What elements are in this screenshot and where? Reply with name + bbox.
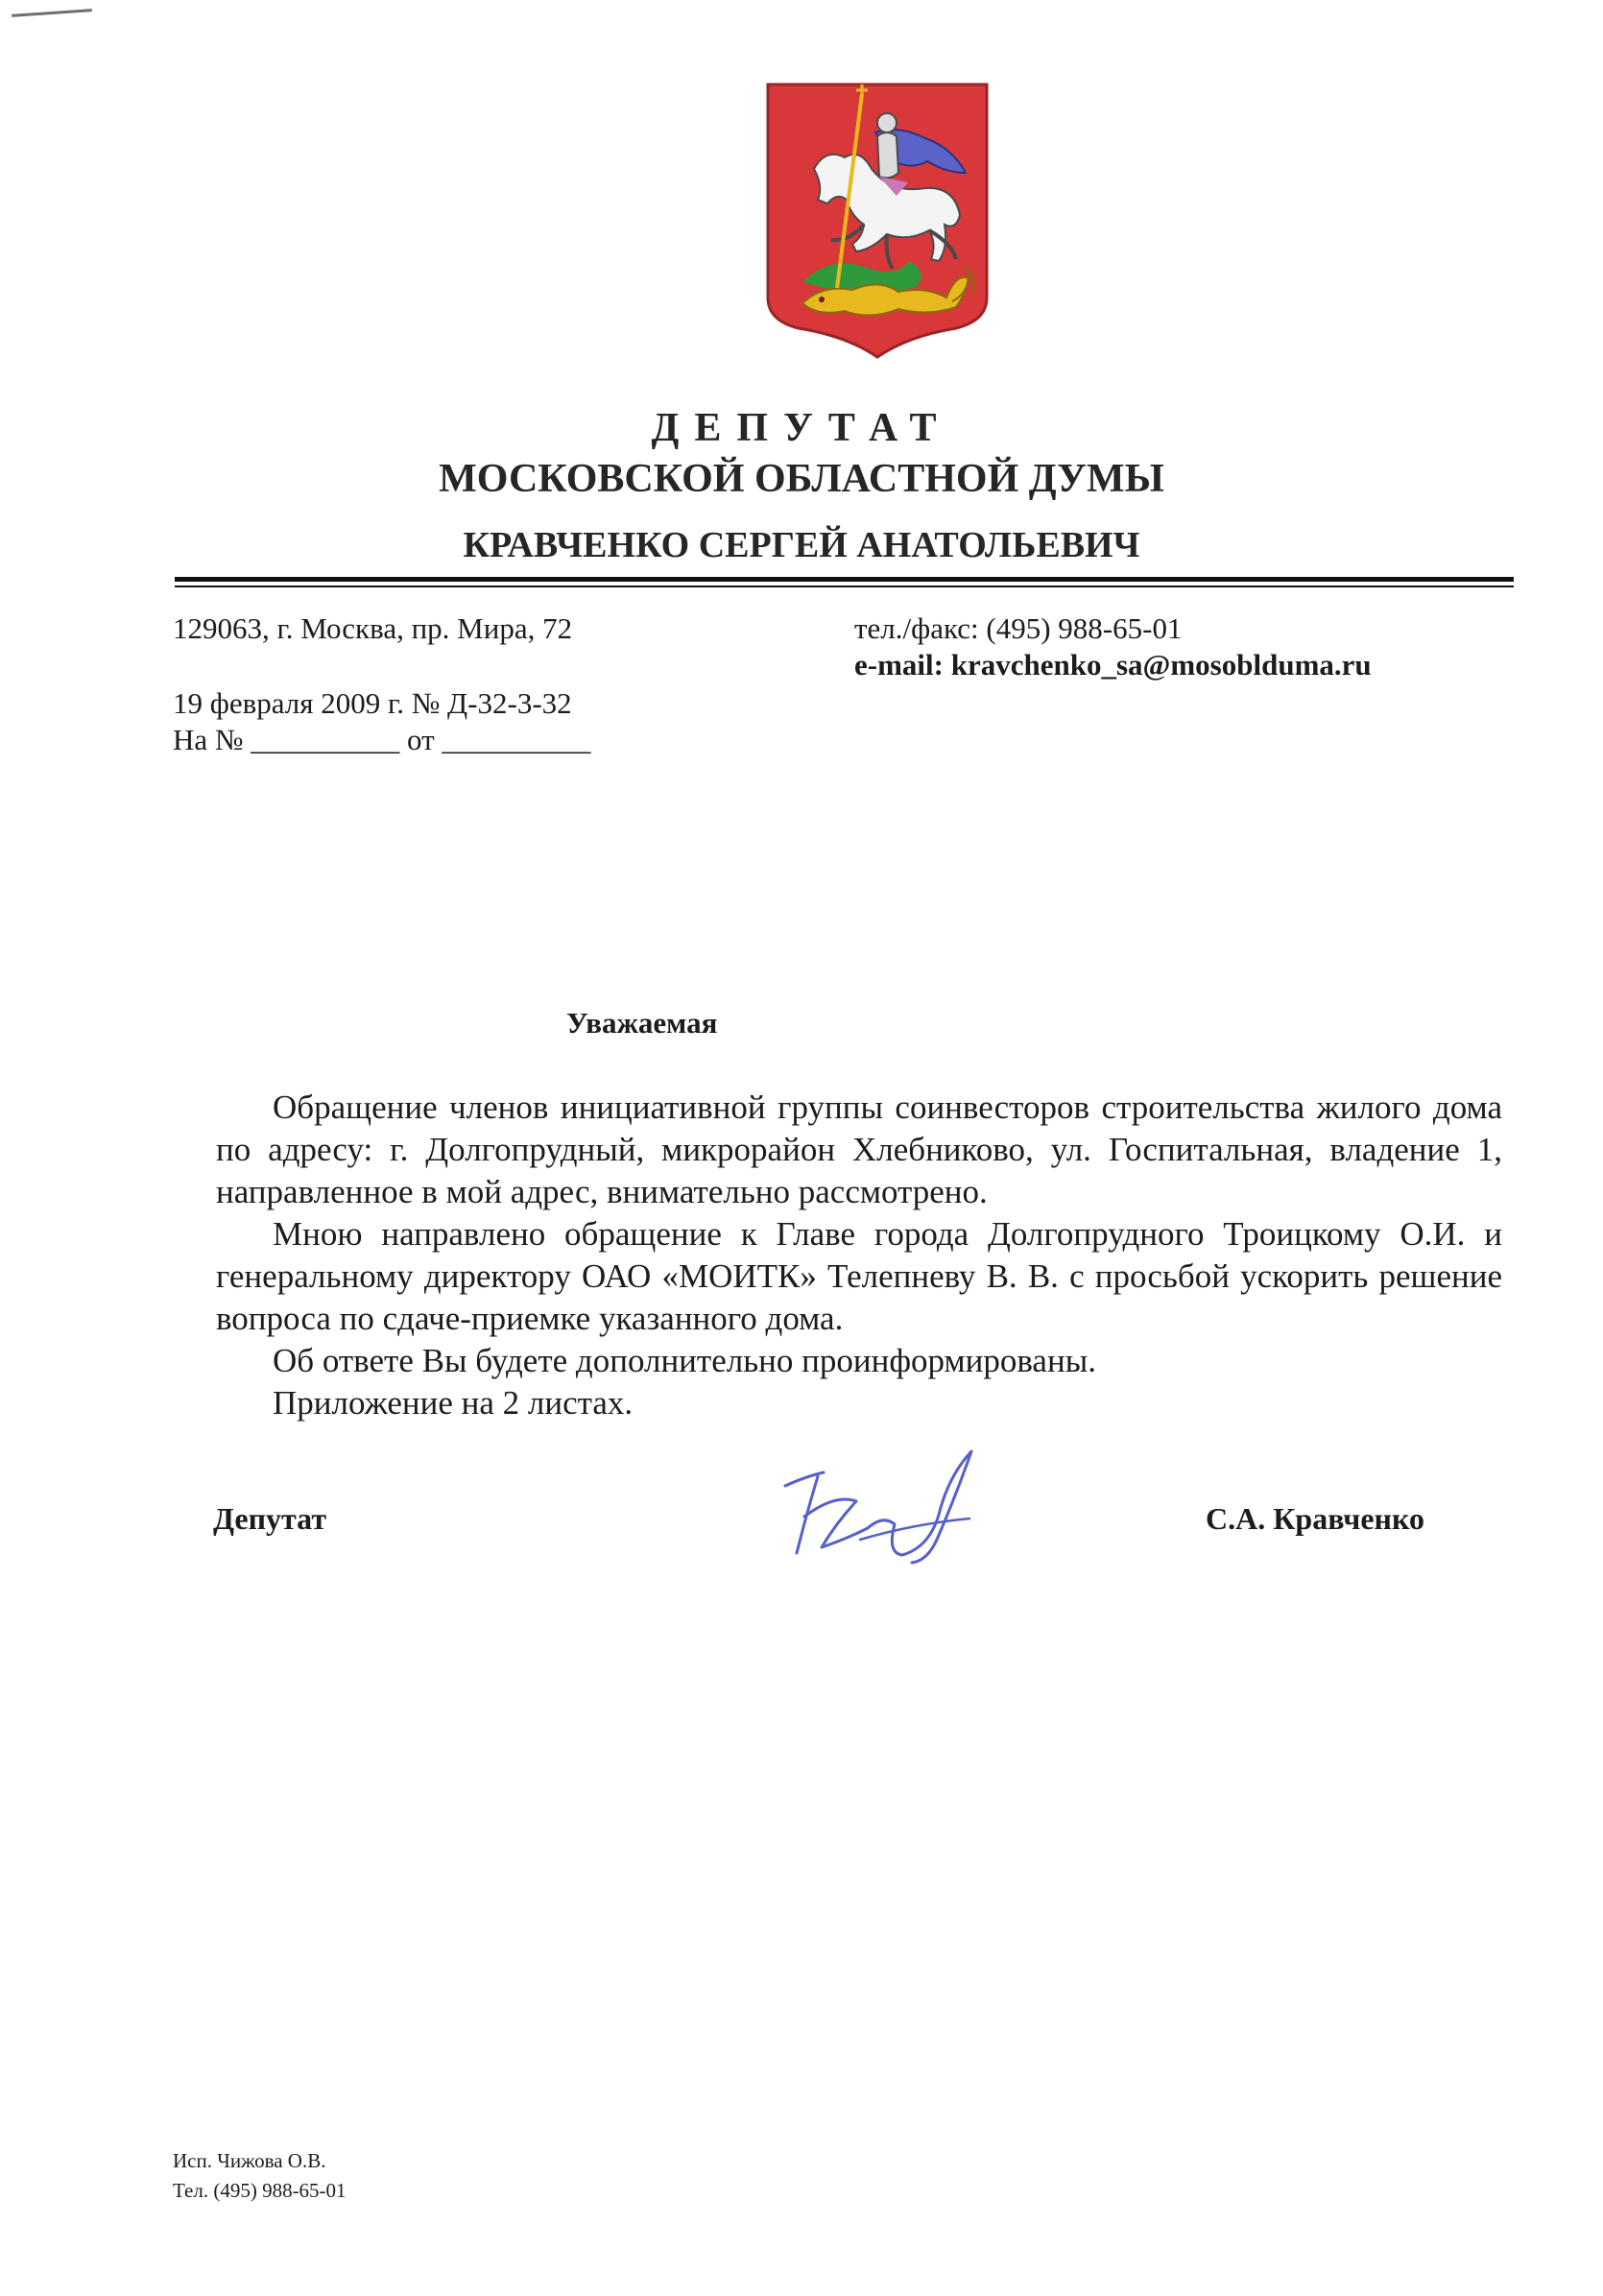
letter-date-number: 19 февраля 2009 г. № Д-32-3-32 [173, 686, 572, 720]
reply-reference: На № __________ от __________ [173, 723, 591, 756]
header-deputy-name: КРАВЧЕНКО СЕРГЕЙ АНАТОЛЬЕВИЧ [463, 525, 1140, 565]
header-rule-thick [175, 577, 1514, 582]
salutation: Уважаемая [566, 1006, 718, 1040]
signatory-name: С.А. Кравченко [1206, 1501, 1424, 1536]
footer-phone: Тел. (495) 988-65-01 [173, 2179, 347, 2202]
scan-mark [12, 9, 92, 17]
letter-body [216, 1087, 1502, 1424]
sender-address: 129063, г. Москва, пр. Мира, 72 [173, 611, 573, 645]
letter-paragraph: Обращение членов инициативной группы соинвесторов строительства жилого дома по адресу: г. Долгопрудный, микрорайон Хлебниково, ул. Госпитальная, владение 1, направленное в мой адрес, внимательно рассмотрено. [216, 1088, 1502, 1210]
letter-paragraph: Приложение на 2 листах. [273, 1384, 634, 1422]
signatory-position: Депутат [213, 1501, 327, 1536]
header-rule-thin [175, 586, 1514, 587]
letter-paragraph: Об ответе Вы будете дополнительно проинформированы. [273, 1342, 1096, 1379]
letter-paragraph: Мною направлено обращение к Главе города Долгопрудного Троицкому О.И. и генеральному директору ОАО «МОИТК» Телепневу В. В. с просьбой ускорить решение вопроса по сдаче-приемке указанного дома. [216, 1215, 1502, 1337]
moscow-oblast-coat-of-arms [764, 81, 991, 359]
footer-executor: Исп. Чижова О.В. [173, 2149, 326, 2172]
phone-fax: тел./факс: (495) 988-65-01 [854, 611, 1183, 645]
header-title-deputy: ДЕПУТАТ [651, 406, 952, 450]
handwritten-signature [768, 1447, 989, 1572]
header-title-duma: МОСКОВСКОЙ ОБЛАСТНОЙ ДУМЫ [439, 457, 1164, 501]
email-address: e-mail: kravchenko_sa@mosobldumа.ru [854, 648, 1372, 682]
